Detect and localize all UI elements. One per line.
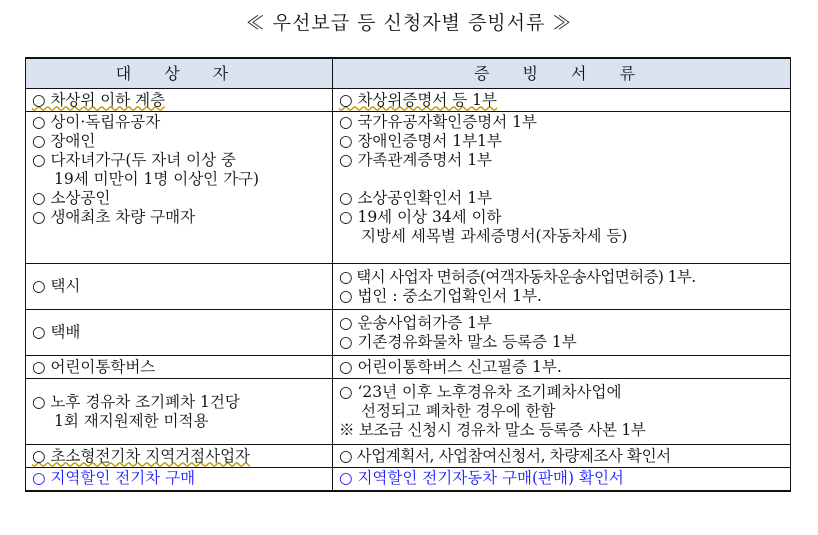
table-row [26,468,791,491]
docs-cell [333,379,791,445]
table-row [26,89,791,112]
target-line: ○ 상이·독립유공자 [32,113,161,131]
target-line: ○ 생애최초 차량 구매자 [32,208,196,226]
header-docs: 증 빙 서 류 [333,58,791,89]
target-line: ○ 차상위 이하 계층 [32,90,166,109]
table-row [26,112,791,264]
table-header-row [26,58,791,89]
table-row [26,356,791,379]
target-cell [26,89,333,112]
doc-line: ○ 지역할인 전기자동차 구매(판매) 확인서 [339,469,624,488]
table-row [26,264,791,310]
target-line: ○ 소상공인 [32,189,111,207]
target-line: ○ 지역할인 전기차 구매 [32,469,196,488]
target-line: ○ 다자녀가구(두 자녀 이상 중 [32,151,236,169]
doc-line: ○ 소상공인확인서 1부 [339,189,493,207]
doc-line: ○ 국가유공자확인증명서 1부 [339,113,537,131]
doc-line: 선정되고 폐차한 경우에 한함 [361,402,556,420]
docs-cell [333,112,791,264]
doc-line: ○ 법인 : 중소기업확인서 1부. [339,286,542,305]
target-line: ○ 초소형전기차 지역거점사업자 [32,446,251,465]
doc-line: ○ 운송사업허가증 1부 [339,313,493,332]
target-cell [26,112,333,264]
header-target: 대 상 자 [26,58,333,89]
table-row [26,379,791,445]
docs-cell [333,310,791,356]
target-line: ○ 택시 [32,277,81,295]
doc-line: ○ ‘23년 이후 노후경유차 조기폐차사업에 [339,383,622,401]
table-row [26,310,791,356]
target-line: 19세 미만이 1명 이상인 가구) [54,170,260,188]
docs-cell [333,445,791,468]
docs-cell [333,468,791,491]
target-cell [26,310,333,356]
target-line: ○ 노후 경유차 조기폐차 1건당 [32,392,240,411]
target-line: ○ 택배 [32,323,81,341]
target-line: ○ 어린이통학버스 [32,357,156,376]
doc-line: ○ 택시 사업자 면허증(여객자동차운송사업면허증) 1부. [339,267,696,286]
target-cell [26,264,333,310]
documents-table [25,57,791,492]
target-cell [26,468,333,491]
docs-cell [333,356,791,379]
table-row [26,445,791,468]
docs-cell [333,89,791,112]
target-line: ○ 장애인 [32,132,96,150]
doc-line: 지방세 세목별 과세증명서(자동차세 등) [361,227,628,245]
doc-line: ○ 어린이통학버스 신고필증 1부. [339,357,562,376]
doc-line: ○ 차상위증명서 등 1부 [339,90,497,109]
doc-line: ○ 기존경유화물차 말소 등록증 1부 [339,332,577,351]
target-line: 1회 재지원제한 미적용 [54,411,209,430]
docs-cell [333,264,791,310]
target-cell [26,445,333,468]
doc-line: ○ 19세 이상 34세 이하 [339,208,502,226]
page-title: ≪ 우선보급 등 신청자별 증빙서류 ≫ [245,12,573,34]
doc-line: ○ 가족관계증명서 1부 [339,151,493,169]
doc-line [339,170,788,189]
target-cell [26,356,333,379]
target-cell [26,379,333,445]
doc-line: ※ 보조금 신청시 경유차 말소 등록증 사본 1부 [339,421,646,439]
doc-line: ○ 장애인증명서 1부1부 [339,132,502,150]
doc-line: ○ 사업계획서, 사업참여신청서, 차량제조사 확인서 [339,446,671,465]
